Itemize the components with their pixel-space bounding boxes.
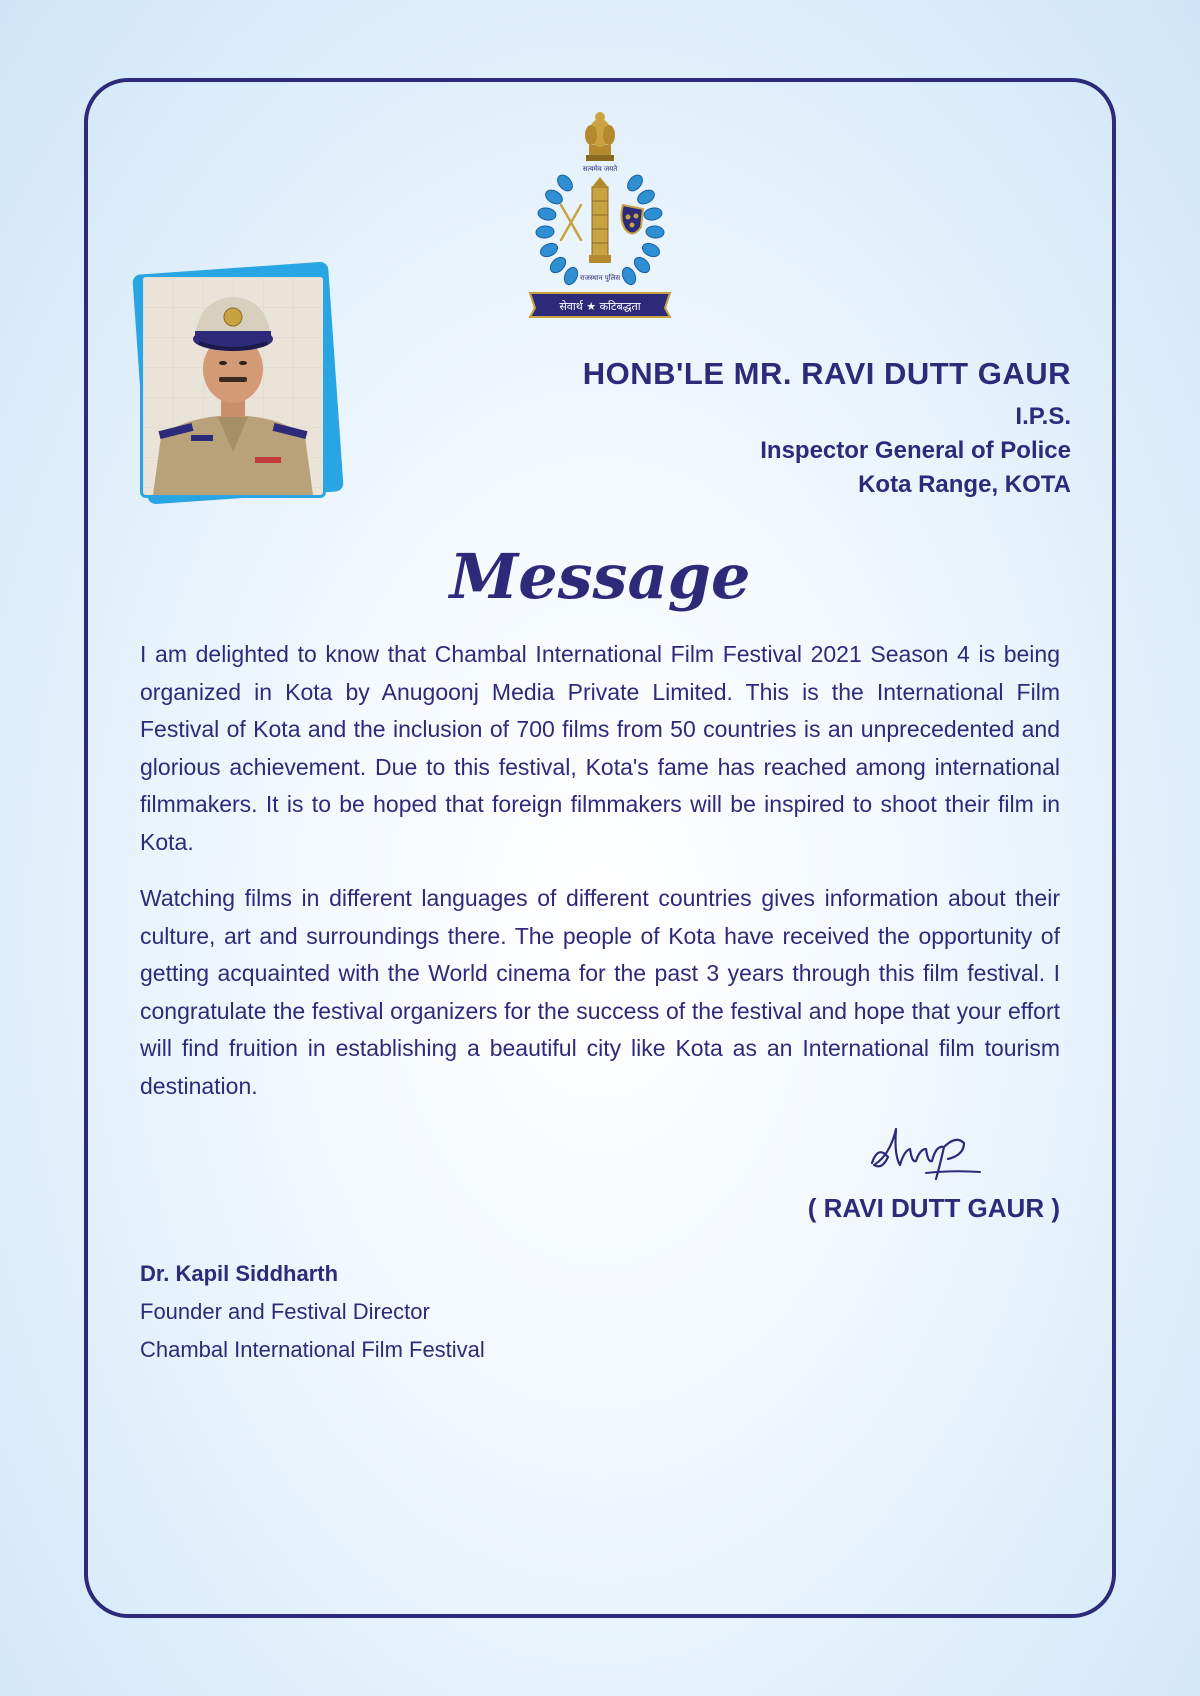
svg-text:सेवार्थ ★ कटिबद्धता: सेवार्थ ★ कटिबद्धता <box>559 300 641 313</box>
message-body <box>140 636 1060 1124</box>
footer-name: Dr. Kapil Siddharth <box>140 1261 339 1286</box>
svg-text:सत्यमेव जयते: सत्यमेव जयते <box>582 165 618 173</box>
officer-designation: Inspector General of Police <box>760 437 1071 464</box>
footer-title: Founder and Festival Director <box>140 1299 430 1324</box>
signatory-name: ( RAVI DUTT GAUR ) <box>807 1193 1060 1223</box>
footer-organization: Chambal International Film Festival <box>140 1337 485 1362</box>
handwritten-signature-icon <box>860 1115 995 1185</box>
officer-location: Kota Range, KOTA <box>858 471 1071 498</box>
officer-service: I.P.S. <box>1015 403 1071 430</box>
officer-photo <box>134 268 334 500</box>
officer-header <box>583 356 1071 502</box>
officer-name: HONB'LE MR. RAVI DUTT GAUR <box>582 356 1071 391</box>
officer-portrait-icon <box>143 277 323 495</box>
officer-portrait <box>140 274 326 498</box>
message-heading: Message <box>449 540 751 613</box>
footer-credit <box>140 1255 485 1369</box>
rajasthan-police-emblem-icon <box>525 105 675 320</box>
svg-text:राजस्थान पुलिस: राजस्थान पुलिस <box>579 274 621 282</box>
message-paragraph-2: Watching films in different languages of different countries gives information about their culture, art and surroundings there. The people of Kota have received the opportunity of getting acquainted with the World cinema for the past 3 years through this film festival. I congratulate the festival organizers for the success of the festival and hope that your effort will find fruition in establishing a beautiful city like Kota as an International film tourism destination. <box>140 885 1060 1099</box>
message-paragraph-1: I am delighted to know that Chambal International Film Festival 2021 Season 4 is being organized in Kota by Anugoonj Media Private Limited. This is the International Film Festival of Kota and the inclusion of 700 films from 50 countries is an unprecedented and glorious achievement. Due to this festival, Kota's fame has reached among international filmmakers. It is to be hoped that foreign filmmakers will be inspired to shoot their film in Kota. <box>140 641 1060 855</box>
